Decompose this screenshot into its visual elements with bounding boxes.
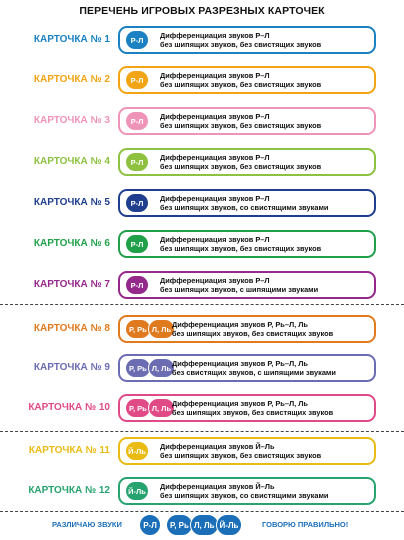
sound-circles — [125, 193, 149, 213]
card-row — [0, 477, 404, 505]
description-line-2: без шипящих звуков, без свистящих звуков — [160, 121, 322, 130]
sound-circle: Р-Л — [125, 70, 149, 90]
card-row — [0, 437, 404, 465]
card-description — [172, 320, 333, 338]
card-label: КАРТОЧКА № 4 — [33, 156, 110, 167]
card-box — [118, 66, 376, 94]
divider — [0, 304, 404, 305]
card-description — [160, 482, 328, 500]
card-row — [0, 148, 404, 176]
card-label: КАРТОЧКА № 7 — [33, 279, 110, 290]
card-box — [118, 189, 376, 217]
card-label: КАРТОЧКА № 8 — [33, 323, 110, 334]
sound-circles — [125, 275, 149, 295]
card-row — [0, 271, 404, 299]
sound-circles — [125, 481, 149, 501]
sound-circles — [125, 398, 175, 418]
page-title: ПЕРЕЧЕНЬ ИГРОВЫХ РАЗРЕЗНЫХ КАРТОЧЕК — [79, 5, 325, 17]
card-description — [160, 31, 321, 49]
description-line-1: Дифференциация звуков Р–Л — [160, 31, 270, 40]
card-description — [160, 194, 328, 212]
description-line-1: Дифференциация звуков Р–Л — [160, 194, 270, 203]
footer-sound-circle: Р, Рь — [166, 514, 193, 536]
description-line-2: без шипящих звуков, без свистящих звуков — [172, 408, 334, 417]
sound-circles — [125, 358, 175, 378]
sound-circle: Р-Л — [125, 30, 149, 50]
card-label: КАРТОЧКА № 11 — [28, 445, 110, 456]
description-line-1: Дифференциация звуков Р, Рь–Л, Ль — [172, 359, 308, 368]
footer-sound-circle: Р-Л — [139, 514, 161, 536]
card-label: КАРТОЧКА № 10 — [28, 402, 110, 413]
card-description — [160, 276, 318, 294]
sound-circle: Р-Л — [125, 234, 149, 254]
sound-circle: Р, Рь — [125, 319, 151, 339]
card-row — [0, 107, 404, 135]
description-line-1: Дифференциация звуков Й–Ль — [160, 482, 275, 491]
card-description — [160, 235, 321, 253]
card-label: КАРТОЧКА № 12 — [28, 485, 110, 496]
description-line-2: без шипящих звуков, без свистящих звуков — [160, 162, 322, 171]
card-box — [118, 107, 376, 135]
sound-circles — [125, 70, 149, 90]
sound-circle: Л, Ль — [148, 319, 175, 339]
sound-circle: Й-Ль — [125, 441, 149, 461]
footer — [0, 514, 404, 536]
card-description — [172, 399, 333, 417]
card-box — [118, 477, 376, 505]
description-line-2: без шипящих звуков, без свистящих звуков — [160, 451, 322, 460]
card-box — [118, 148, 376, 176]
card-row — [0, 394, 404, 422]
footer-right-text: ГОВОРЮ ПРАВИЛЬНО! — [262, 520, 349, 529]
sound-circle: Р-Л — [125, 152, 149, 172]
description-line-2: без шипящих звуков, без свистящих звуков — [172, 329, 334, 338]
sound-circles — [125, 441, 149, 461]
sound-circles — [125, 111, 149, 131]
description-line-1: Дифференциация звуков Р–Л — [160, 276, 270, 285]
description-line-2: без шипящих звуков, без свистящих звуков — [160, 40, 322, 49]
sound-circle: Р-Л — [125, 275, 149, 295]
divider — [0, 431, 404, 432]
card-box — [118, 26, 376, 54]
footer-sound-circle: Й-Ль — [216, 514, 243, 536]
card-box — [118, 315, 376, 343]
footer-circles — [139, 514, 242, 536]
card-row — [0, 189, 404, 217]
description-line-1: Дифференциация звуков Р–Л — [160, 112, 270, 121]
description-line-1: Дифференциация звуков Р–Л — [160, 153, 270, 162]
description-line-2: без свистящих звуков, с шипящими звуками — [172, 368, 336, 377]
card-box — [118, 230, 376, 258]
sound-circle: Л, Ль — [148, 398, 175, 418]
description-line-1: Дифференциация звуков Р, Рь–Л, Ль — [172, 320, 308, 329]
divider — [0, 511, 404, 512]
card-description — [172, 359, 336, 377]
card-description — [160, 71, 321, 89]
card-row — [0, 66, 404, 94]
card-description — [160, 442, 321, 460]
card-description — [160, 153, 321, 171]
card-label: КАРТОЧКА № 6 — [33, 238, 110, 249]
sound-circle: Р, Рь — [125, 358, 151, 378]
description-line-1: Дифференциация звуков Р–Л — [160, 235, 270, 244]
sound-circle: Р-Л — [125, 193, 149, 213]
sound-circle: Л, Ль — [148, 358, 175, 378]
card-label: КАРТОЧКА № 3 — [33, 115, 110, 126]
sound-circle: Р-Л — [125, 111, 149, 131]
card-label: КАРТОЧКА № 1 — [33, 34, 110, 45]
card-label: КАРТОЧКА № 5 — [33, 197, 110, 208]
description-line-2: без шипящих звуков, со свистящими звуками — [160, 203, 329, 212]
description-line-2: без шипящих звуков, без свистящих звуков — [160, 244, 322, 253]
sound-circles — [125, 152, 149, 172]
card-row — [0, 230, 404, 258]
card-row — [0, 26, 404, 54]
description-line-1: Дифференциация звуков Й–Ль — [160, 442, 275, 451]
footer-left-text: РАЗЛИЧАЮ ЗВУКИ — [52, 520, 122, 529]
description-line-2: без шипящих звуков, со свистящими звуками — [160, 491, 329, 500]
card-row — [0, 315, 404, 343]
description-line-2: без шипящих звуков, без свистящих звуков — [160, 80, 322, 89]
card-description — [160, 112, 321, 130]
card-box — [118, 437, 376, 465]
footer-sound-circle: Л, Ль — [190, 514, 219, 536]
sound-circle: Й-Ль — [125, 481, 149, 501]
description-line-2: без шипящих звуков, с шипящими звуками — [160, 285, 319, 294]
description-line-1: Дифференциация звуков Р–Л — [160, 71, 270, 80]
card-label: КАРТОЧКА № 2 — [33, 74, 110, 85]
sound-circles — [125, 30, 149, 50]
card-box — [118, 354, 376, 382]
sound-circle: Р, Рь — [125, 398, 151, 418]
description-line-1: Дифференциация звуков Р, Рь–Л, Ль — [172, 399, 308, 408]
card-row — [0, 354, 404, 382]
card-label: КАРТОЧКА № 9 — [33, 362, 110, 373]
card-box — [118, 394, 376, 422]
sound-circles — [125, 234, 149, 254]
sound-circles — [125, 319, 175, 339]
card-box — [118, 271, 376, 299]
